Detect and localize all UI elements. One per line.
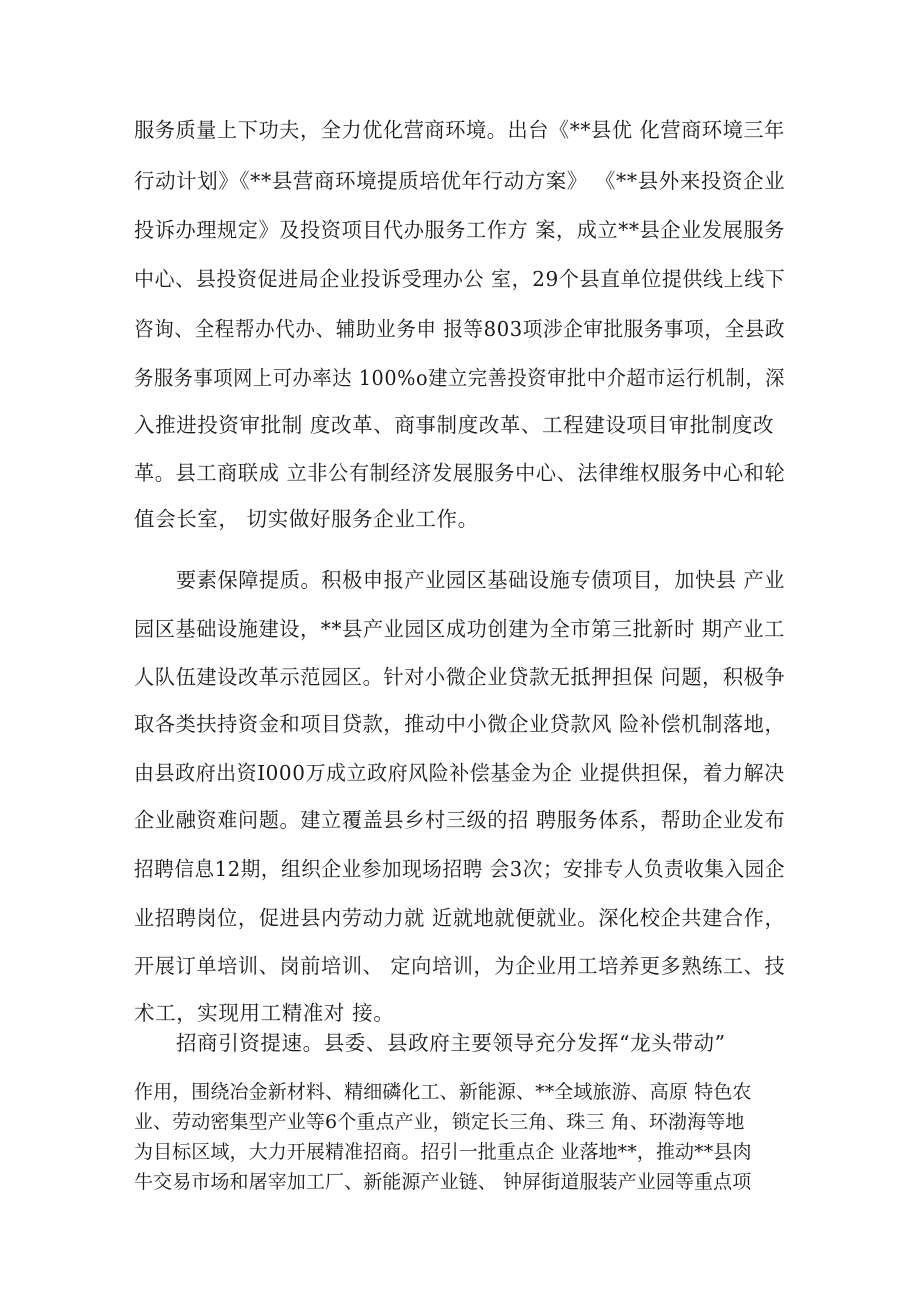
text-line: 开展订单培训、岗前培训、 定向培训，为企业用工培养更多熟练工、技 [134, 954, 786, 978]
text-line: 革。县工商联成 立非公有制经济发展服务中心、法律维权服务中心和轮 [134, 461, 786, 485]
text-line: 投诉办理规定》及投资项目代办服务工作方 案，成立**县企业发展服务 [134, 218, 785, 242]
text-line: 招聘信息12期，组织企业参加现场招聘 会3次；安排专人负责收集入园企 [134, 857, 786, 881]
paragraph-heading-line: 招商引资提速。县委、县政府主要领导充分发挥“龙头带动” [176, 1031, 726, 1055]
text-line: 中心、县投资促进局企业投诉受理办公 室，29个县直单位提供线上线下 [134, 267, 786, 291]
text-line: 作用，围绕冶金新材料、精细磷化工、新能源、**全域旅游、高原 特色农 [134, 1081, 752, 1103]
text-line: 行动计划》《**县营商环境提质培优年行动方案》 《**县外来投资企业 [134, 169, 786, 193]
text-line: 由县政府出资I000万成立政府风险补偿基金为企 业提供担保，着力解决 [134, 761, 785, 785]
text-line: 值会长室， 切实做好服务企业工作。 [134, 507, 479, 531]
text-line: 业招聘岗位，促进县内劳动力就 近就地就便就业。深化校企共建合作， [134, 906, 786, 930]
text-line: 服务质量上下功夫，全力优化营商环境。出台《**县优 化营商环境三年 [134, 118, 785, 142]
text-line: 为目标区域，大力开展精准招商。招引一批重点企 业落地**，推动**县肉 [134, 1141, 752, 1163]
text-line: 业、劳动密集型产业等6个重点产业，锁定长三角、珠三 角、环渤海等地 [134, 1111, 745, 1133]
text-line: 取各类扶持资金和项目贷款，推动中小微企业贷款风 险补偿机制落地， [134, 712, 786, 736]
text-line: 牛交易市场和屠宰加工厂、新能源产业链、 钟屏街道服装产业园等重点项 [134, 1171, 752, 1193]
text-line: 园区基础设施建设，**县产业园区成功创建为全市第三批新时 期产业工 [134, 617, 785, 641]
text-line: 入推进投资审批制 度改革、商事制度改革、工程建设项目审批制度改 [134, 413, 775, 437]
text-line: 企业融资难问题。建立覆盖县乡村三级的招 聘服务体系，帮助企业发布 [134, 808, 786, 832]
text-line: 人队伍建设改革示范园区。针对小微企业贷款无抵押担保 问题，积极争 [134, 665, 786, 689]
text-line: 咨询、全程帮办代办、辅助业务申 报等803项涉企审批服务事项，全县政 [134, 317, 786, 341]
paragraph-heading-line: 要素保障提质。积极申报产业园区基础设施专债项目，加快县 产业 [176, 568, 785, 592]
text-line: 务服务事项网上可办率达 100%o建立完善投资审批中介超市运行机制，深 [134, 366, 785, 390]
text-line: 术工，实现用工精准对 接。 [134, 1001, 395, 1025]
